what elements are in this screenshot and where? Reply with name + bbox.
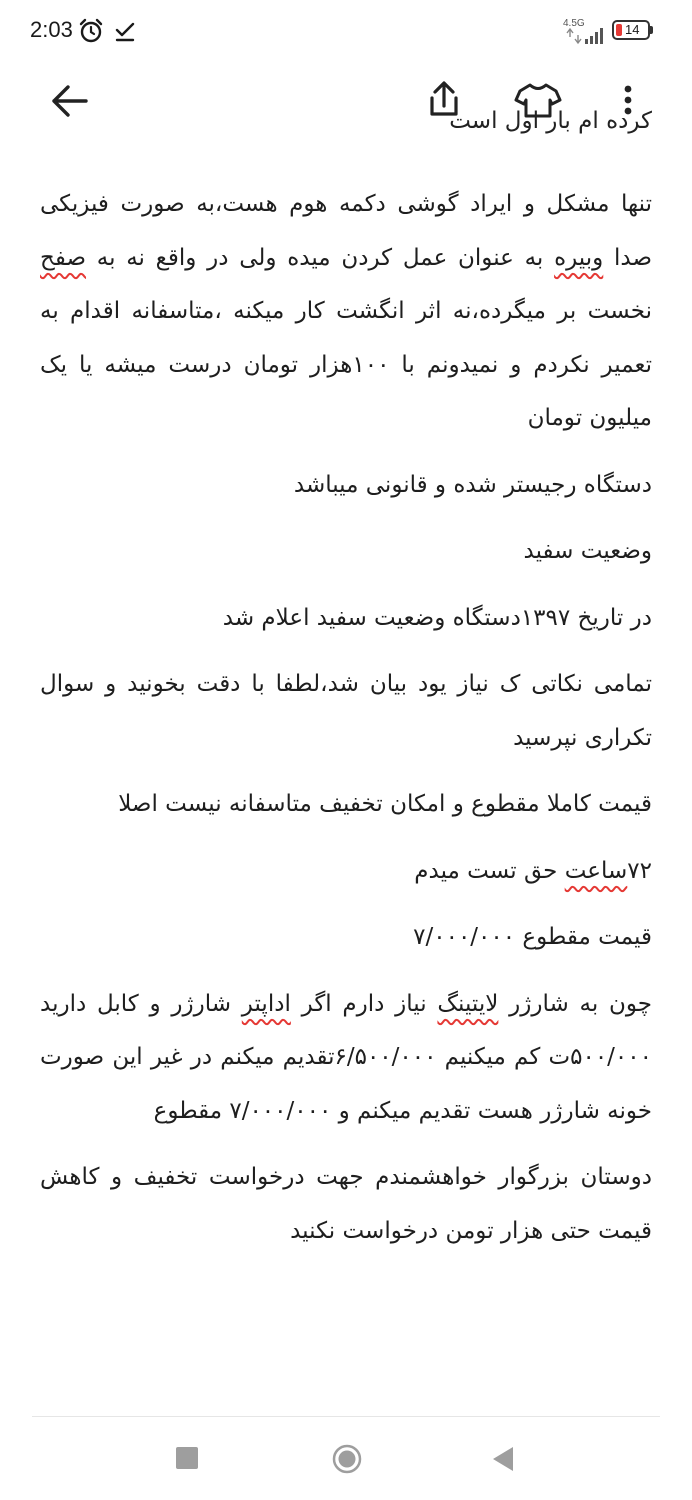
status-time: 2:03 xyxy=(30,17,73,42)
home-circle-icon[interactable] xyxy=(332,1444,362,1474)
text-segment: قیمت مقطوع ۷/۰۰۰/۰۰۰ xyxy=(413,924,652,950)
text-segment: وضعیت سفید xyxy=(523,538,652,564)
paragraph xyxy=(40,525,652,579)
text-segment: نخست بر میگرده،نه اثر انگشت کار میکنه ،متاسفانه اقدام به تعمیر نکردم و نمیدونم با ۱۰۰هزار تومان درست میشه یا یک میلیون تومان xyxy=(40,298,652,431)
paragraph xyxy=(40,178,652,446)
ad-description[interactable] xyxy=(0,108,692,1398)
clipped-text: کرده ام بار اول است xyxy=(449,108,652,134)
paragraph xyxy=(40,592,652,646)
text-segment: تنها مشکل و ایراد گوشی دکمه هوم هست،به صورت فیزیکی صدا xyxy=(40,191,652,271)
misspelled-word[interactable]: وبیره xyxy=(554,244,604,271)
clipped-text-line xyxy=(32,108,652,148)
description-text[interactable] xyxy=(40,178,652,1271)
paragraph xyxy=(40,911,652,965)
paragraph xyxy=(40,658,652,765)
paragraph xyxy=(40,845,652,899)
text-segment: دوستان بزرگوار خواهشمندم جهت درخواست تخفیف و کاهش قیمت حتی هزار تومن درخواست نکنید xyxy=(40,1164,652,1244)
text-segment: به عنوان عمل کردن میده ولی در واقع نه به xyxy=(86,244,555,271)
misspelled-word[interactable]: ساعت xyxy=(564,857,628,884)
text-segment: دستگاه رجیستر شده و قانونی میباشد xyxy=(293,471,652,498)
status-bar xyxy=(0,0,692,64)
battery-terminal xyxy=(650,26,653,34)
misspelled-word[interactable]: لایتینگ xyxy=(437,990,499,1017)
text-segment: در تاریخ ۱۳۹۷دستگاه وضعیت سفید اعلام شد xyxy=(222,604,652,631)
battery-level-fill xyxy=(616,24,622,36)
paragraph xyxy=(40,978,652,1139)
navigation-bar xyxy=(0,1417,692,1500)
battery-icon xyxy=(612,20,650,40)
text-segment: چون به شارژر xyxy=(498,990,652,1017)
text-segment: شارژر و کابل دارید ۵۰۰/۰۰۰ت کم میکنیم ۶/۵۰۰/۰۰۰تقدیم میکنم در غیر این صورت خونه شارژر هست تقدیم میکنم و ۷/۰۰۰/۰۰۰ مقطوع xyxy=(40,990,652,1124)
text-segment: نیاز دارم اگر xyxy=(290,990,438,1017)
recents-square-icon[interactable] xyxy=(176,1447,198,1469)
paragraph xyxy=(40,1151,652,1258)
text-segment: قیمت کاملا مقطوع و امکان تخفیف متاسفانه نیست اصلا xyxy=(118,791,652,817)
paragraph xyxy=(40,778,652,832)
misspelled-word[interactable]: اداپتر xyxy=(241,990,291,1017)
network-type-label: 4.5G xyxy=(563,18,585,29)
text-segment: ۷۲ xyxy=(627,857,652,884)
download-done-icon xyxy=(114,20,136,42)
paragraph xyxy=(40,459,652,513)
alarm-clock-icon xyxy=(78,18,104,44)
battery-percentage: 14 xyxy=(625,22,640,37)
signal-strength-icon xyxy=(566,28,606,44)
misspelled-word[interactable]: صفح xyxy=(40,244,87,271)
text-segment: حق تست میدم xyxy=(414,857,565,884)
back-triangle-icon[interactable] xyxy=(490,1445,516,1473)
text-segment: تمامی نکاتی ک نیاز یود بیان شد،لطفا با دقت بخونید و سوال تکراری نپرسید xyxy=(40,671,652,751)
